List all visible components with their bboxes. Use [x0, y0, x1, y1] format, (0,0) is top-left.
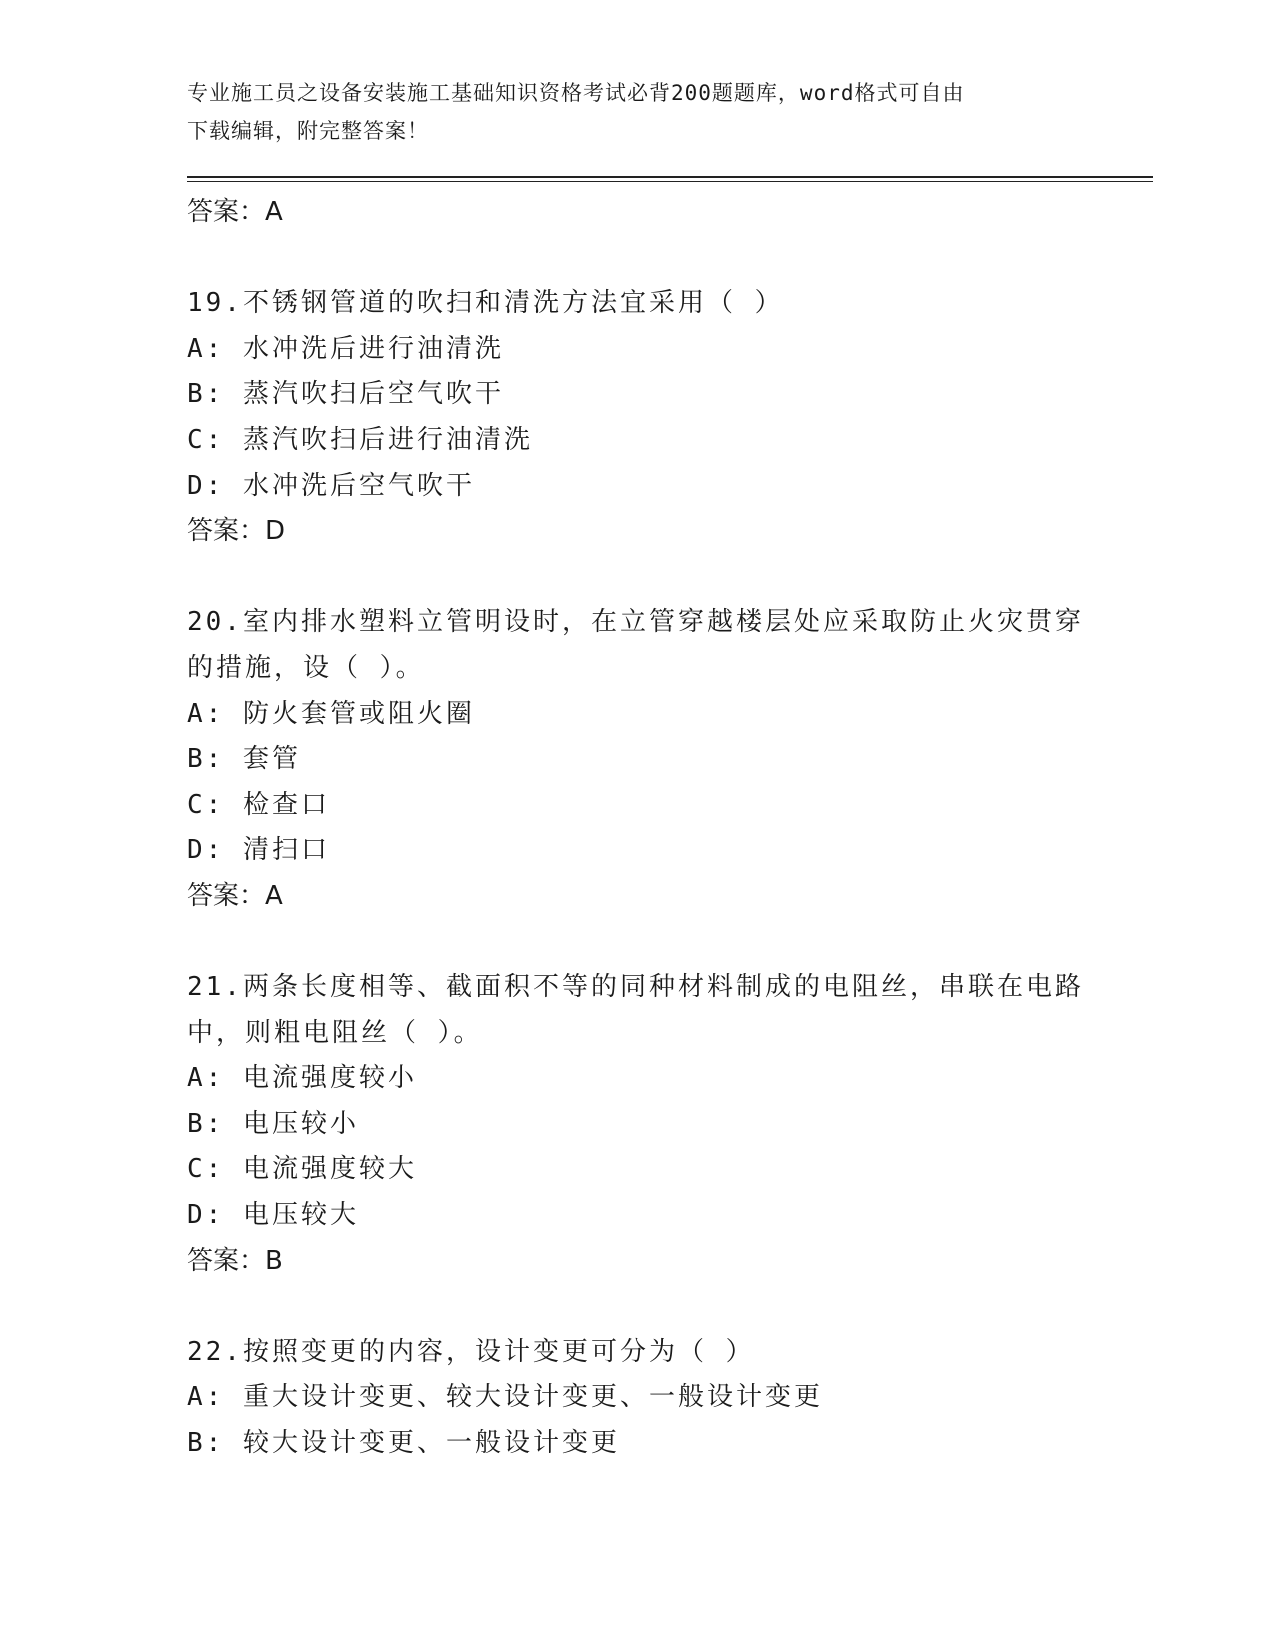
header-line-1: 专业施工员之设备安装施工基础知识资格考试必背200题题库，word格式可自由: [187, 81, 965, 105]
question-text-continued: 中，则粗电阻丝（ ）。: [187, 1017, 483, 1048]
spacer: [187, 236, 1087, 282]
option-a: A: 重大设计变更、较大设计变更、一般设计变更: [187, 1382, 823, 1413]
option-d: D: 电压较大: [187, 1200, 359, 1231]
question-text: 22.按照变更的内容，设计变更可分为（ ）: [187, 1336, 755, 1367]
question-text: 19.不锈钢管道的吹扫和清洗方法宜采用（ ）: [187, 288, 784, 319]
header-line-2: 下载编辑，附完整答案！: [187, 119, 429, 143]
question-block-19: [187, 281, 1087, 555]
header-rule-thin: [187, 181, 1153, 182]
option-c: C: 蒸汽吹扫后进行油清洗: [187, 424, 533, 455]
option-c: C: 检查口: [187, 789, 330, 820]
option-b: B: 蒸汽吹扫后空气吹干: [187, 379, 504, 410]
previous-answer: 答案：A: [187, 197, 283, 227]
spacer: [187, 555, 1087, 601]
page-header: [187, 74, 1067, 150]
spacer: [187, 1284, 1087, 1330]
option-a: A: 电流强度较小: [187, 1063, 417, 1094]
option-b: B: 电压较小: [187, 1108, 359, 1139]
answer-line: 答案：A: [187, 880, 283, 911]
answer-line: 答案：B: [187, 1245, 283, 1276]
header-rule-thick: [187, 176, 1153, 178]
question-block-21: [187, 965, 1087, 1284]
question-text: 20.室内排水塑料立管明设时，在立管穿越楼层处应采取防止火灾贯穿: [187, 607, 1084, 638]
question-text: 21.两条长度相等、截面积不等的同种材料制成的电阻丝，串联在电路: [187, 972, 1084, 1003]
option-d: D: 清扫口: [187, 835, 330, 866]
option-a: A: 水冲洗后进行油清洗: [187, 333, 504, 364]
question-block-20: [187, 600, 1087, 919]
option-b: B: 较大设计变更、一般设计变更: [187, 1428, 620, 1459]
option-b: B: 套管: [187, 744, 301, 775]
option-a: A: 防火套管或阻火圈: [187, 698, 475, 729]
question-block-22: [187, 1330, 1087, 1467]
question-text-continued: 的措施，设（ ）。: [187, 652, 425, 683]
answer-line: 答案：D: [187, 516, 286, 547]
option-c: C: 电流强度较大: [187, 1154, 417, 1185]
spacer: [187, 920, 1087, 966]
option-d: D: 水冲洗后空气吹干: [187, 470, 475, 501]
question-list: [187, 190, 1087, 1467]
